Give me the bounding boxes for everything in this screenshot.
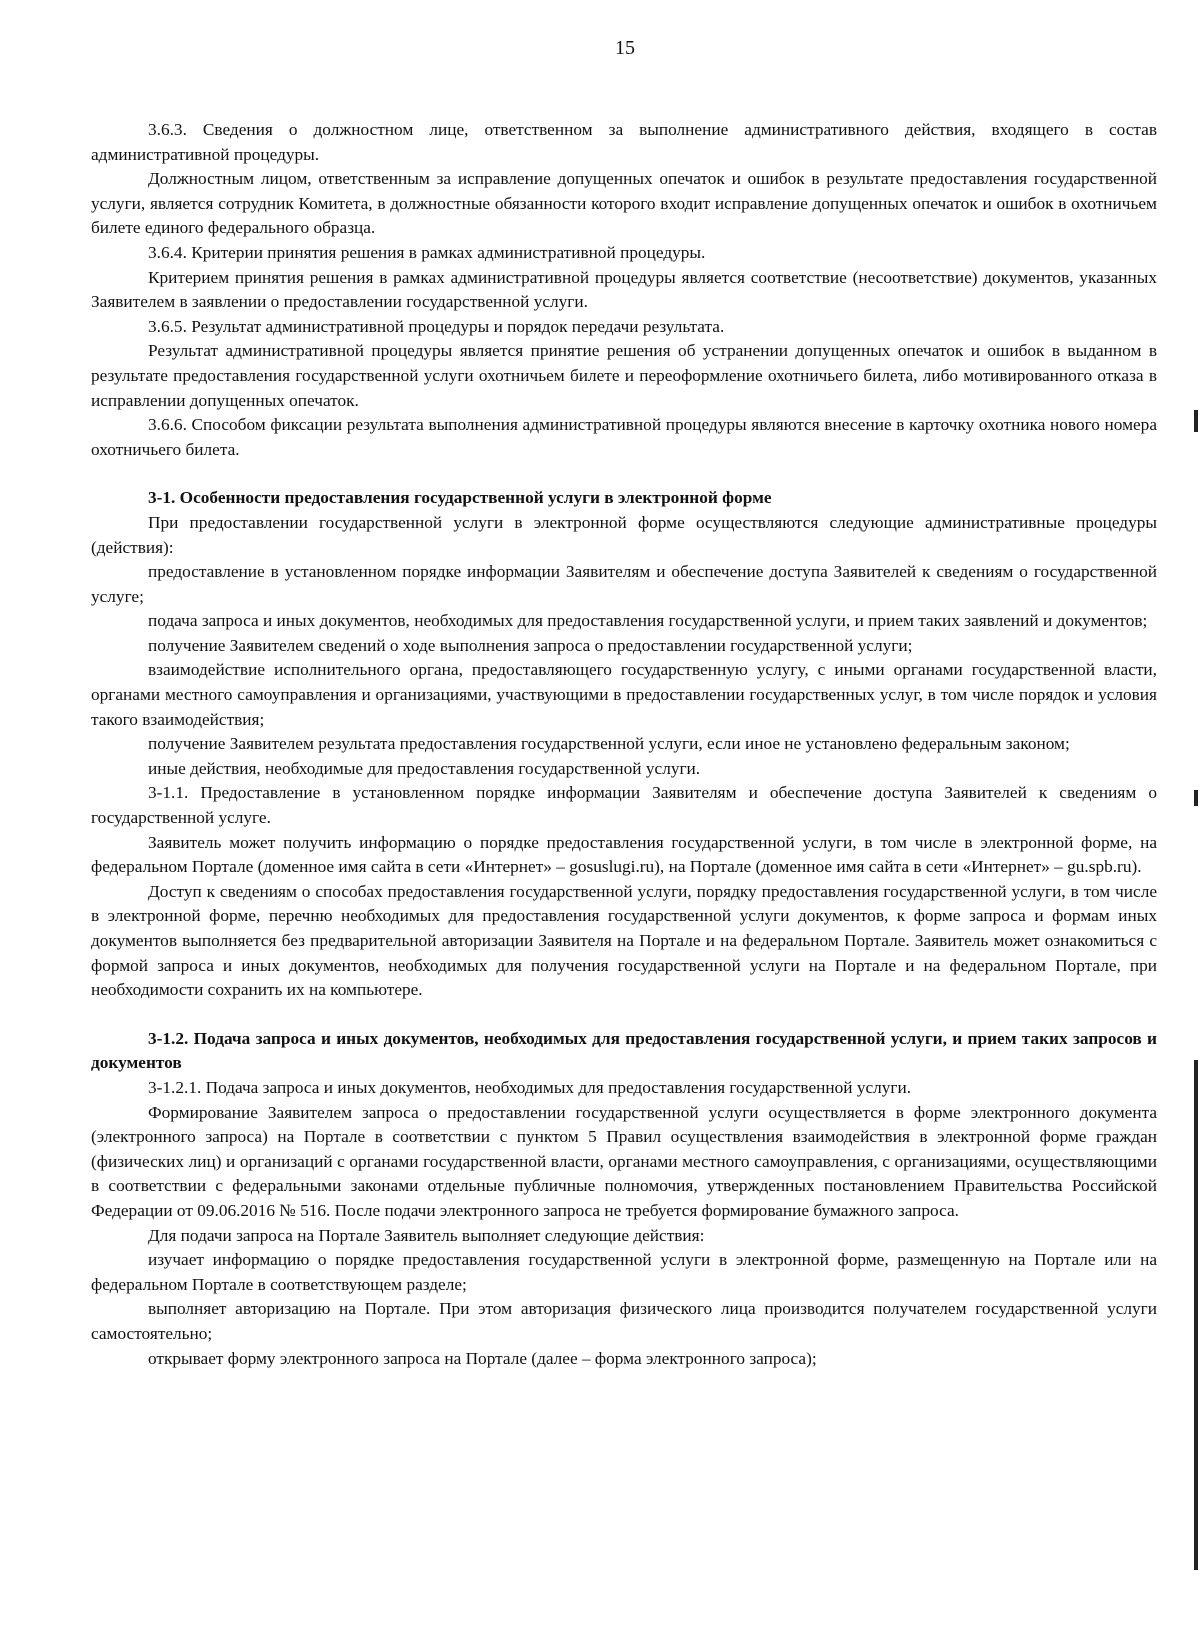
list-item: получение Заявителем сведений о ходе выполнения запроса о предоставлении государственной услуги;	[148, 635, 913, 655]
paragraph-3-6-5: 3.6.5. Результат административной процедуры и порядок передачи результата.	[148, 316, 725, 336]
scan-edge-mark	[1194, 410, 1198, 432]
paragraph: Для подачи запроса на Портале Заявитель выполняет следующие действия:	[148, 1225, 705, 1245]
list-item: иные действия, необходимые для предоставления государственной услуги.	[148, 758, 701, 778]
scan-edge-mark	[1194, 790, 1198, 806]
paragraph-3-6-3: 3.6.3. Сведения о должностном лице, ответственном за выполнение административного действия, входящего в состав административной процедуры.	[91, 120, 1157, 164]
list-item: получение Заявителем результата предоставления государственной услуги, если иное не установлено федеральным законом;	[148, 734, 1070, 754]
list-item: изучает информацию о порядке предоставления государственной услуги в электронной форме, размещенную на Портале или на федеральном Портале в соответствующем разделе;	[91, 1250, 1157, 1294]
paragraph: Формирование Заявителем запроса о предоставлении государственной услуги осуществляется в форме электронного документа (электронного запроса) на Портале в соответствии с пунктом 5 Правил осуществления взаимодействия в электронной форме граждан (физических лиц) и организаций с органами государственной власти, органами местного самоуправления, с организациями, осуществляющими в соответствии с федеральными законами отдельные публичные полномочия, утвержденных постановлением Правительства Российской Федерации от 09.06.2016 № 516. После подачи электронного запроса не требуется формирование бумажного запроса.	[91, 1102, 1157, 1220]
section-heading-3-1: 3-1. Особенности предоставления государственной услуги в электронной форме	[148, 488, 772, 508]
paragraph-3-1-2-1: 3-1.2.1. Подача запроса и иных документов, необходимых для предоставления государственной услуги.	[148, 1077, 912, 1097]
paragraph: Результат административной процедуры является принятие решения об устранении допущенных опечаток и ошибок в выданном в результате предоставления государственной услуги охотничьем билете и переоформление охотничьего билета, либо мотивированного отказа в исправлении допущенных опечаток.	[91, 341, 1157, 410]
paragraph: При предоставлении государственной услуги в электронной форме осуществляются следующие административные процедуры (действия):	[91, 512, 1157, 557]
list-item: предоставление в установленном порядке информации Заявителям и обеспечение доступа Заявителей к сведениям о государственной услуге;	[91, 562, 1157, 606]
list-item: открывает форму электронного запроса на Портале (далее – форма электронного запроса);	[148, 1348, 817, 1368]
list-item: выполняет авторизацию на Портале. При этом авторизация физического лица производится получателем государственной услуги самостоятельно;	[91, 1299, 1157, 1343]
page-number: 15	[615, 37, 635, 59]
paragraph-3-6-6: 3.6.6. Способом фиксации результата выполнения административной процедуры являются внесение в карточку охотника нового номера охотничьего билета.	[91, 415, 1157, 459]
list-item: подача запроса и иных документов, необходимых для предоставления государственной услуги, и прием таких заявлений и документов;	[148, 611, 1148, 631]
paragraph: Критерием принятия решения в рамках административной процедуры является соответствие (несоответствие) документов, указанных Заявителем в заявлении о предоставлении государственной услуги.	[91, 267, 1157, 312]
paragraph: Должностным лицом, ответственным за исправление допущенных опечаток и ошибок в результате предоставления государственной услуги, является сотрудник Комитета, в должностные обязанности которого входит исправление допущенных опечаток и ошибок в охотничьем билете единого федерального образца.	[91, 169, 1157, 238]
document-body	[91, 118, 1157, 1371]
paragraph: Доступ к сведениям о способах предоставления государственной услуги, порядку предоставления государственной услуги, в том числе в электронной форме, перечню необходимых для предоставления государственной услуги документов, к форме запроса и формам иных документов выполняется без предварительной авторизации Заявителя на Портале и на федеральном Портале. Заявитель может ознакомиться с формой запроса и иных документов, необходимых для получения государственной услуги на Портале и на федеральном Портале, при необходимости сохранить их на компьютере.	[91, 881, 1157, 1000]
list-item: взаимодействие исполнительного органа, предоставляющего государственную услугу, с иными органами государственной власти, органами местного самоуправления и организациями, участвующими в предоставлении государственных услуг, в том числе порядок и условия такого взаимодействия;	[91, 660, 1157, 729]
scan-edge-mark	[1194, 1060, 1198, 1570]
paragraph: Заявитель может получить информацию о порядке предоставления государственной услуги, в том числе в электронной форме, на федеральном Портале (доменное имя сайта в сети «Интернет» – gosuslugi.ru), на Портале (доменное имя сайта в сети «Интернет» – gu.spb.ru).	[91, 832, 1157, 877]
paragraph-3-1-1: 3-1.1. Предоставление в установленном порядке информации Заявителям и обеспечение доступа Заявителей к сведениям о государственной услуге.	[91, 783, 1157, 828]
section-heading-3-1-2: 3-1.2. Подача запроса и иных документов, необходимых для предоставления государственной услуги, и прием таких запросов и документов	[91, 1028, 1157, 1073]
paragraph-3-6-4: 3.6.4. Критерии принятия решения в рамках административной процедуры.	[148, 242, 706, 262]
